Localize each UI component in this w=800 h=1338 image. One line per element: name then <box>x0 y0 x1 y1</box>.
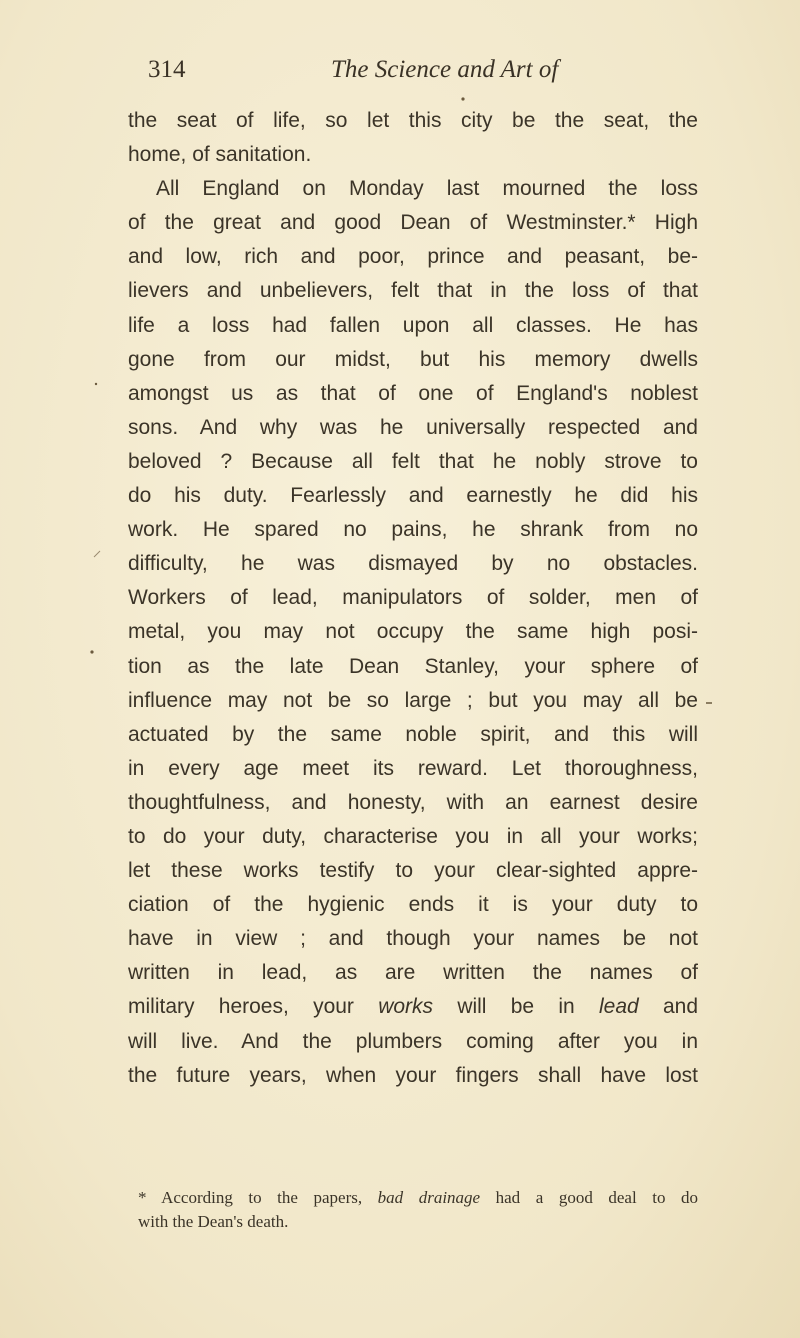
text-line: work. He spared no pains, he shrank from no <box>128 518 698 542</box>
text-line: gone from our midst, but his memory dwells <box>128 347 698 371</box>
footnote-segment: had a good deal to do <box>480 1188 698 1207</box>
ink-speck <box>90 650 93 653</box>
footnote <box>138 1186 698 1234</box>
text-line: the seat of life, so let this city be the seat, the <box>128 109 698 132</box>
body-text <box>128 104 698 1093</box>
ink-speck <box>95 383 97 385</box>
page-number: 314 <box>148 56 186 83</box>
text-line: metal, you may not occupy the same high posi- <box>128 620 698 644</box>
footnote-line <box>138 1186 698 1210</box>
italic-word-works: works <box>378 995 434 1019</box>
page-header <box>148 56 628 92</box>
text-line: lievers and unbelievers, felt that in the loss of that <box>128 279 698 303</box>
text-line: of the great and good Dean of Westminster.* High <box>128 211 698 235</box>
text-line: actuated by the same noble spirit, and this will <box>128 722 698 746</box>
ink-speck <box>461 97 464 100</box>
running-head: The Science and Art of <box>331 56 559 83</box>
text-line: All England on Monday last mourned the loss <box>156 177 698 201</box>
text-line: let these works testify to your clear-sighted appre- <box>128 859 698 883</box>
text-line: difficulty, he was dismayed by no obstacles. <box>128 552 698 576</box>
text-line: thoughtfulness, and honesty, with an earnest desire <box>128 790 698 814</box>
footnote-italic: bad drainage <box>377 1188 481 1207</box>
italic-word-lead: lead <box>598 995 639 1019</box>
text-segment: military heroes, your <box>128 995 379 1019</box>
text-line: will live. And the plumbers coming after you in <box>128 1029 698 1053</box>
text-line: amongst us as that of one of England's noblest <box>128 381 698 405</box>
text-line: tion as the late Dean Stanley, your sphere of <box>128 654 698 678</box>
text-line: have in view ; and though your names be not <box>128 927 698 951</box>
text-line: and low, rich and poor, prince and peasant, be- <box>128 245 698 269</box>
text-line: home, of sanitation. <box>128 143 312 167</box>
footnote-line: with the Dean's death. <box>138 1212 289 1231</box>
text-segment: will be in <box>433 995 599 1019</box>
footnote-segment: According to the papers, <box>146 1188 378 1207</box>
text-line-with-italics <box>128 990 698 1024</box>
text-line: do his duty. Fearlessly and earnestly he did his <box>128 484 698 508</box>
text-line: in every age meet its reward. Let thoroughness, <box>128 756 698 780</box>
text-line: ciation of the hygienic ends it is your duty to <box>128 893 698 917</box>
text-line: beloved ? Because all felt that he nobly strove to <box>128 449 698 473</box>
text-line: to do your duty, characterise you in all your works; <box>128 824 698 848</box>
text-line: Workers of lead, manipulators of solder, men of <box>128 586 698 610</box>
text-line: influence may not be so large ; but you may all be <box>128 688 698 712</box>
footnote-marker: * <box>138 1188 147 1207</box>
text-line: the future years, when your fingers shall have lost <box>128 1063 698 1087</box>
text-line: written in lead, as are written the names of <box>128 961 698 985</box>
text-line: sons. And why was he universally respected and <box>128 415 698 439</box>
text-segment: and <box>638 995 698 1019</box>
ink-speck <box>94 551 100 557</box>
text-line: life a loss had fallen upon all classes. He has <box>128 313 698 337</box>
